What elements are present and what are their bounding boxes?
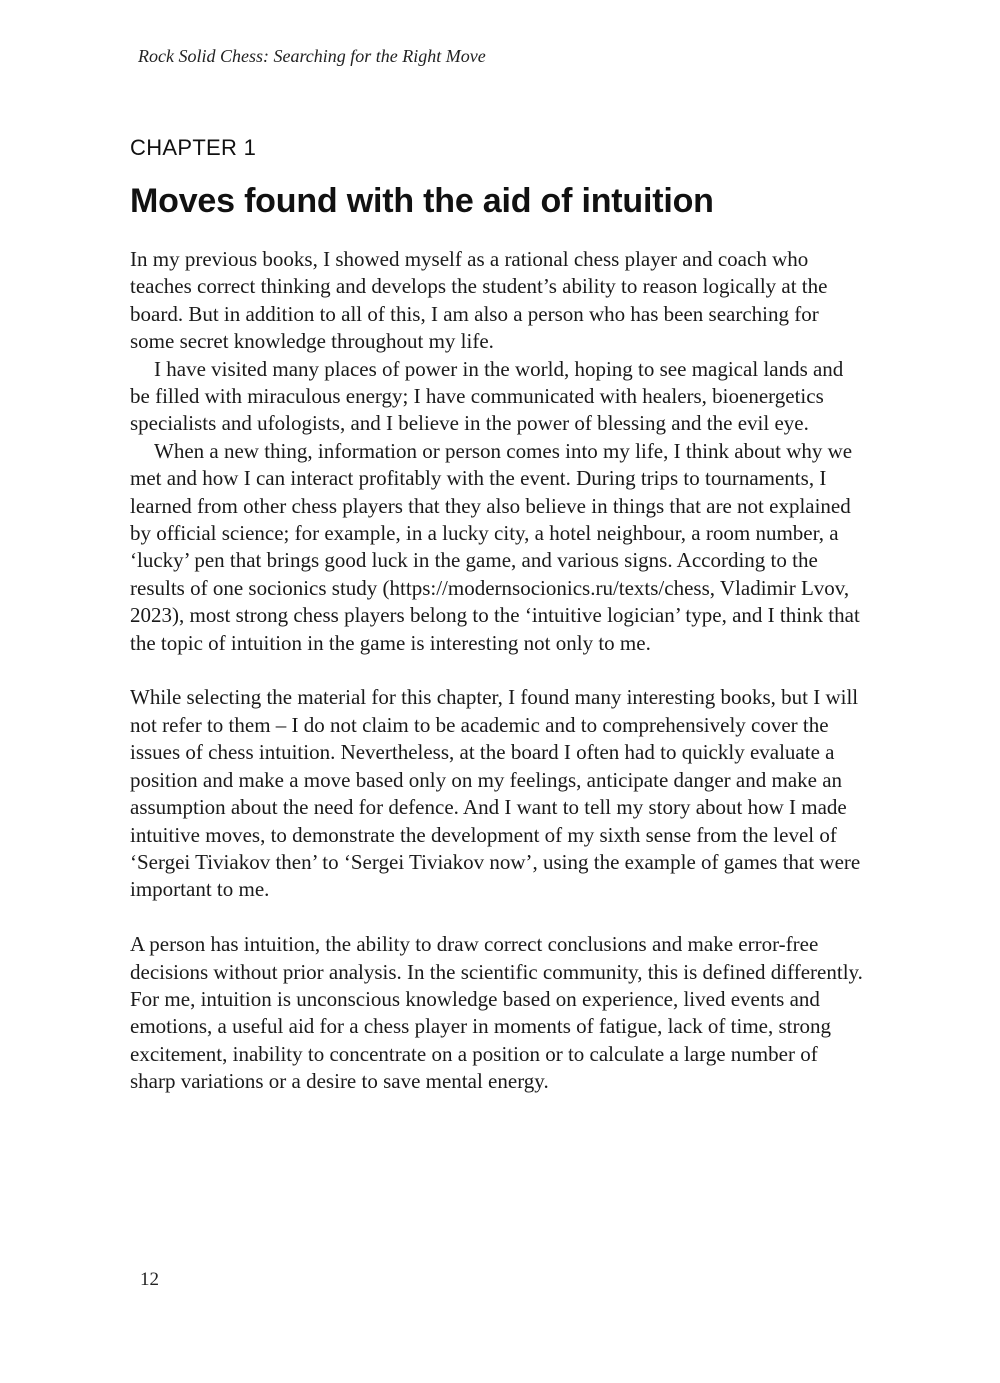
paragraph-2: I have visited many places of power in the world, hoping to see magical lands and be filled with miraculous energy; I have communicated with healers, bioenergetics specialists and ufologists, and I believe in the power of blessing and the evil eye. <box>130 356 844 436</box>
paragraph-1: In my previous books, I showed myself as a rational chess player and coach who teaches correct thinking and develops the student’s ability to reason logically at the board. But in addition to all of this, I am also a person who has been searching for some secret knowledge throughout my life. <box>130 247 828 354</box>
paragraph-5: A person has intuition, the ability to draw correct conclusions and make error-free decisions without prior analysis. In the scientific community, this is defined differently. For me, intuition is unconscious knowledge based on experience, lived events and emotions, a useful aid for a chess player in moments of fatigue, lack of time, strong excitement, inability to concentrate on a position or to calculate a large number of sharp variations or a desire to save mental energy. <box>130 932 863 1094</box>
running-head: Rock Solid Chess: Searching for the Right Move <box>138 46 486 66</box>
paragraph-3: When a new thing, information or person comes into my life, I think about why we met and how I can interact profitably with the event. During trips to tournaments, I learned from other chess players that they also believe in things that are not explained by official science; for example, in a lucky city, a hotel neighbour, a room number, a ‘lucky’ pen that brings good luck in the game, and various signs. According to the results of one socionics study (https://modernsocionics.ru/texts/chess, Vladimir Lvov, 2023), most strong chess players belong to the ‘intuitive logician’ type, and I think that the topic of intuition in the game is interesting not only to me. <box>130 438 860 655</box>
page-number: 12 <box>140 1269 159 1290</box>
chapter-title: Moves found with the aid of intuition <box>130 182 714 220</box>
chapter-label: CHAPTER 1 <box>130 135 257 160</box>
paragraph-4: While selecting the material for this chapter, I found many interesting books, but I will not refer to them – I do not claim to be academic and to comprehensively cover the issues of chess intuition. Nevertheless, at the board I often had to quickly evaluate a position and make a move based only on my feelings, anticipate danger and make an assumption about the need for defence. And I want to tell my story about how I made intuitive moves, to demonstrate the development of my sixth sense from the level of ‘Sergei Tiviakov then’ to ‘Sergei Tiviakov now’, using the example of games that were important to me. <box>130 685 861 902</box>
body-text <box>130 246 868 1096</box>
